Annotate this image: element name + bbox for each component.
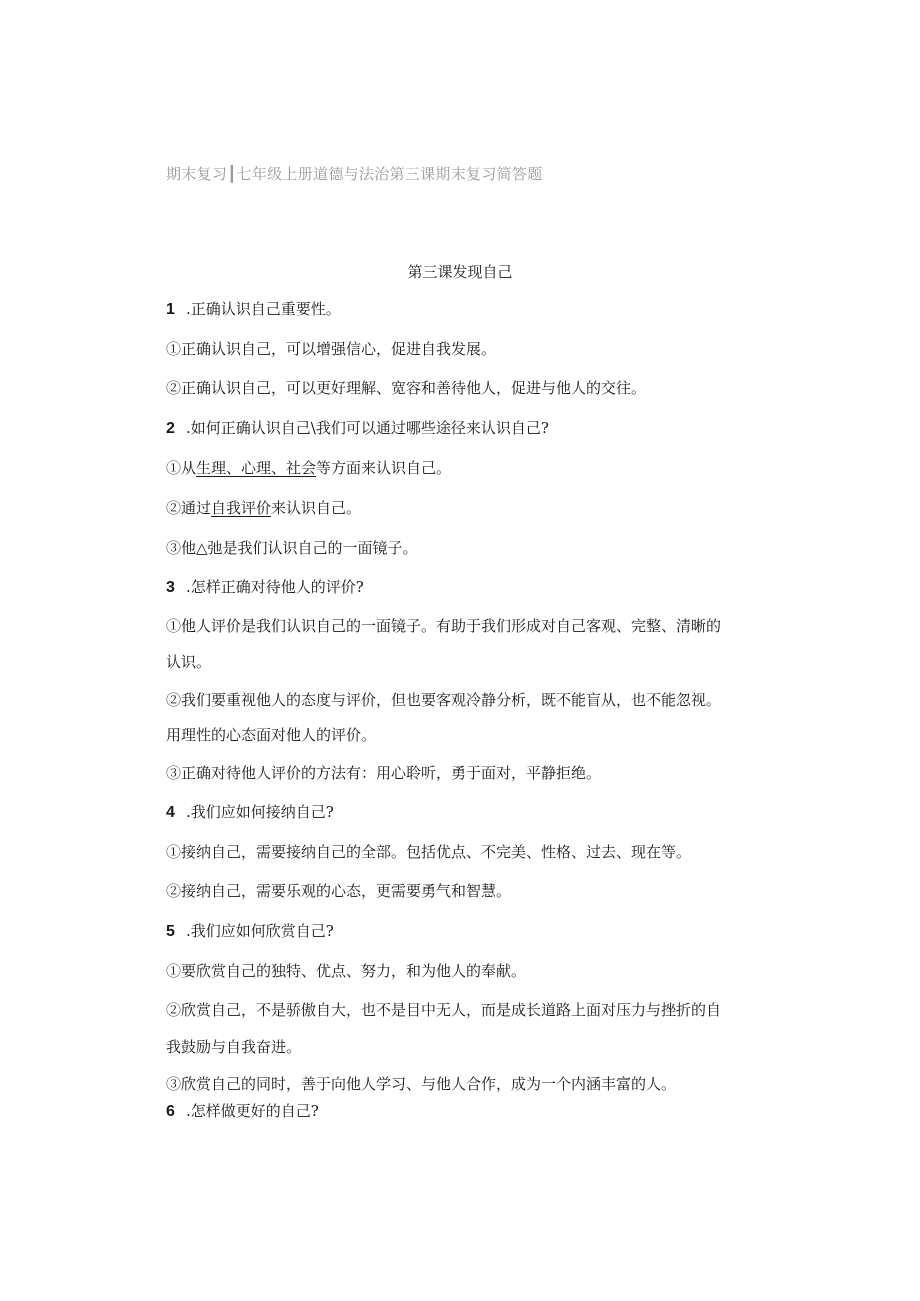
answer-text: ①从 [166,459,197,477]
answer-line: ①他人评价是我们认识自己的一面镜子。有助于我们形成对自己客观、完整、清晰的 [166,617,722,635]
question-4 [166,801,334,822]
answer-line: ③正确对待他人评价的方法有：用心聆听，勇于面对，平静拒绝。 [166,764,602,782]
question-2 [166,417,549,438]
answer-text: 来认识自己。 [271,499,362,517]
question-text: .我们应如何欣赏自己? [186,922,334,940]
question-text: .我们应如何接纳自己? [186,803,334,821]
question-number: 4 [166,804,175,821]
answer-line [166,497,361,518]
question-6 [166,1100,319,1121]
question-text: .怎样做更好的自己? [186,1102,319,1120]
question-5 [166,920,334,941]
answer-line: ③欣赏自己的同时，善于向他人学习、与他人合作，成为一个内涵丰富的人。 [166,1075,677,1093]
answer-line [166,457,451,478]
lesson-title: 第三课发现自己 [407,263,513,281]
answer-line: ①正确认识自己，可以增强信心，促进自我发展。 [166,340,497,358]
answer-line: 用理性的心态面对他人的评价。 [166,726,377,744]
answer-line: ②欣赏自己，不是骄傲自大，也不是目中无人，而是成长道路上面对压力与挫折的自 [166,1001,722,1019]
page-header: 期末复习┃七年级上册道德与法治第三课期末复习简答题 [166,165,543,183]
question-number: 3 [166,579,175,596]
question-text: .正确认识自己重要性。 [186,300,341,318]
question-number: 1 [166,301,175,318]
answer-line: ②正确认识自己，可以更好理解、宽容和善待他人，促进与他人的交往。 [166,379,647,397]
question-number: 5 [166,923,175,940]
question-number: 2 [166,420,175,437]
question-text: .如何正确认识自己\我们可以通过哪些途径来认识自己? [186,419,549,437]
answer-line: 我鼓励与自我奋进。 [166,1038,302,1056]
answer-line: ②接纳自己，需要乐观的心态，更需要勇气和智慧。 [166,882,512,900]
answer-line: ①要欣赏自己的独特、优点、努力，和为他人的奉献。 [166,962,527,980]
answer-line: ③他△弛是我们认识自己的一面镜子。 [166,539,418,557]
question-3 [166,576,364,597]
answer-line: ①接纳自己，需要接纳自己的全部。包括优点、不完美、性格、过去、现在等。 [166,843,692,861]
answer-line: 认识。 [166,653,212,671]
answer-line: ②我们要重视他人的态度与评价，但也要客观冷静分析，既不能盲从，也不能忽视。 [166,691,722,709]
answer-text: 等方面来认识自己。 [316,459,452,477]
question-text: .怎样正确对待他人的评价? [186,578,364,596]
question-1 [166,298,341,319]
underlined-keyword: 生理、心理、社会 [196,459,317,477]
underlined-keyword: 自我评价 [211,499,272,517]
answer-text: ②通过 [166,499,212,517]
question-number: 6 [166,1103,175,1120]
